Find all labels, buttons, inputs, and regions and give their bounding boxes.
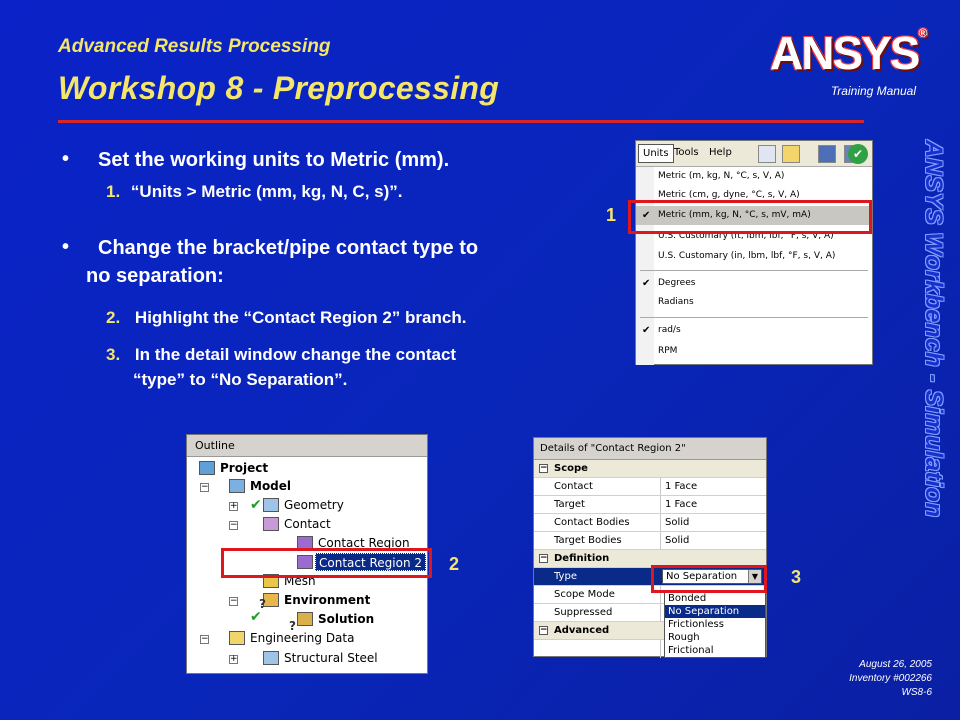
callout-number-3: 3 (791, 567, 802, 587)
details-group-scope[interactable]: − Scope (534, 460, 766, 478)
details-row-contact-bodies[interactable]: Contact Bodies Solid (534, 514, 766, 532)
slide-title: Workshop 8 - Preprocessing (58, 70, 500, 106)
folder-icon (229, 631, 245, 645)
details-panel (533, 437, 767, 657)
menu-item-us-ft[interactable]: U.S. Customary (ft, lbm, lbf, °F, s, V, A) (658, 231, 834, 241)
details-group-definition[interactable]: − Definition (534, 550, 766, 568)
footer-inventory: Inventory #002266 (849, 673, 932, 684)
tree-node-environment[interactable]: Environment (284, 593, 371, 607)
dropdown-option-frictional[interactable]: Frictional (668, 645, 714, 656)
title-rule (58, 120, 864, 123)
check-icon: ✔ (642, 325, 651, 336)
tree-node-mesh[interactable]: Mesh (284, 574, 316, 588)
dropdown-option-bonded[interactable]: Bonded (668, 593, 707, 604)
tree-node-geometry[interactable]: Geometry (284, 498, 344, 512)
solve-check-icon[interactable]: ✔ (848, 144, 868, 164)
vertical-brand-text: ANSYS Workbench - Simulation (920, 140, 947, 518)
step-3-line2: “type” to “No Separation”. (133, 370, 348, 389)
collapse-icon[interactable]: − (230, 596, 238, 606)
collapse-icon[interactable]: − (230, 520, 238, 530)
menu-item-degrees[interactable]: ✔ Degrees (636, 274, 872, 293)
open-folder-icon[interactable] (782, 145, 800, 163)
tree-node-model[interactable]: Model (250, 479, 292, 493)
tree-node-structural-steel[interactable]: Structural Steel (284, 651, 378, 665)
menu-item-metric-mm[interactable]: ✔ Metric (mm, kg, N, °C, s, mV, mA) (636, 206, 872, 225)
menu-separator (640, 270, 868, 271)
menu-item-rpm[interactable]: RPM (658, 346, 678, 356)
details-row-contact[interactable]: Contact 1 Face (534, 478, 766, 496)
training-manual-label: Training Manual (830, 84, 916, 98)
dropdown-arrow-icon[interactable]: ▼ (748, 570, 761, 583)
bullet-dot: • (62, 236, 70, 258)
check-icon: ✔ (642, 278, 651, 289)
step-text: Highlight the “Contact Region 2” branch. (134, 308, 467, 327)
step-number: 2. (106, 308, 121, 327)
menu-units[interactable]: Units (638, 144, 674, 163)
bullet-dot: • (62, 148, 70, 170)
units-menu-panel (635, 140, 873, 365)
project-icon (199, 461, 215, 475)
bullet-2-line1: Change the bracket/pipe contact type to (98, 237, 479, 259)
menu-item-radians[interactable]: Radians (658, 297, 694, 307)
tree-node-contact-region[interactable]: Contact Region (318, 536, 410, 550)
status-check-icon: ✔ (250, 609, 262, 625)
ansys-logo: ANSYS® (770, 26, 928, 79)
footer-page: WS8-6 (901, 687, 932, 698)
tree-node-engineering-data[interactable]: Engineering Data (250, 631, 355, 645)
step-2 (106, 306, 466, 330)
menu-item-metric-m[interactable]: Metric (m, kg, N, °C, s, V, A) (658, 171, 785, 181)
bullet-2-line2: no separation: (86, 265, 224, 287)
step-3 (106, 343, 456, 367)
menu-item-rad-s[interactable]: ✔ rad/s (636, 321, 872, 340)
expand-icon[interactable]: + (230, 654, 238, 664)
tree-node-project[interactable]: Project (220, 461, 269, 475)
callout-box-1 (628, 200, 872, 234)
menu-help[interactable]: Help (709, 147, 732, 158)
model-icon (229, 479, 245, 493)
menu-tools[interactable]: Tools (674, 147, 699, 158)
callout-number-2: 2 (449, 554, 460, 574)
step-text: “Units > Metric (mm, kg, N, C, s)”. (130, 182, 403, 201)
geometry-icon (263, 498, 279, 512)
collapse-icon[interactable]: − (540, 625, 548, 635)
details-row-target[interactable]: Target 1 Face (534, 496, 766, 514)
bullet-1-text: Set the working units to Metric (mm). (98, 149, 450, 171)
tree-node-contact-region-2[interactable]: Contact Region 2 (315, 553, 426, 571)
status-question-icon: ? (259, 597, 266, 611)
details-header: Details of "Contact Region 2" (534, 438, 766, 460)
dropdown-option-no-separation[interactable]: No Separation (665, 605, 765, 618)
status-check-icon: ✔ (250, 497, 262, 513)
expand-icon[interactable]: + (230, 501, 238, 511)
footer-date: August 26, 2005 (859, 659, 932, 670)
details-row-target-bodies[interactable]: Target Bodies Solid (534, 532, 766, 550)
collapse-icon[interactable]: − (540, 553, 548, 563)
menu-bar (636, 141, 872, 167)
menu-item-metric-cm[interactable]: Metric (cm, g, dyne, °C, s, V, A) (658, 190, 800, 200)
menu-separator (640, 317, 868, 318)
check-icon: ✔ (642, 210, 651, 221)
new-icon[interactable] (758, 145, 776, 163)
contact-icon (263, 517, 279, 531)
callout-number-1: 1 (606, 205, 617, 225)
step-text: In the detail window change the contact (134, 345, 457, 364)
tree-node-contact[interactable]: Contact (284, 517, 331, 531)
dropdown-option-rough[interactable]: Rough (668, 632, 700, 643)
step-number: 1. (106, 182, 121, 201)
slide-subtitle: Advanced Results Processing (58, 36, 331, 57)
details-group-advanced[interactable]: − Advanced (534, 622, 766, 640)
type-dropdown[interactable]: No Separation ▼ (662, 569, 762, 584)
tree-node-solution[interactable]: Solution (318, 612, 375, 626)
callout-box-2 (221, 548, 432, 578)
details-row-type[interactable]: Type No Separation ▼ (534, 568, 766, 586)
details-row-scope-mode[interactable]: Scope Mode (534, 586, 766, 604)
dropdown-option-frictionless[interactable]: Frictionless (668, 619, 724, 630)
details-row-suppressed[interactable]: Suppressed (534, 604, 766, 622)
collapse-icon[interactable]: − (201, 634, 209, 644)
callout-box-3 (651, 565, 767, 593)
type-dropdown-list (664, 591, 766, 658)
material-icon (263, 651, 279, 665)
save-icon[interactable] (818, 145, 836, 163)
status-question-icon: ? (289, 619, 296, 633)
collapse-icon[interactable]: − (540, 463, 548, 473)
collapse-icon[interactable]: − (201, 482, 209, 492)
menu-item-us-in[interactable]: U.S. Customary (in, lbm, lbf, °F, s, V, A) (658, 251, 836, 261)
step-1 (106, 180, 403, 204)
step-number: 3. (106, 345, 121, 364)
outline-header: Outline (187, 435, 427, 457)
solution-icon (297, 612, 313, 626)
